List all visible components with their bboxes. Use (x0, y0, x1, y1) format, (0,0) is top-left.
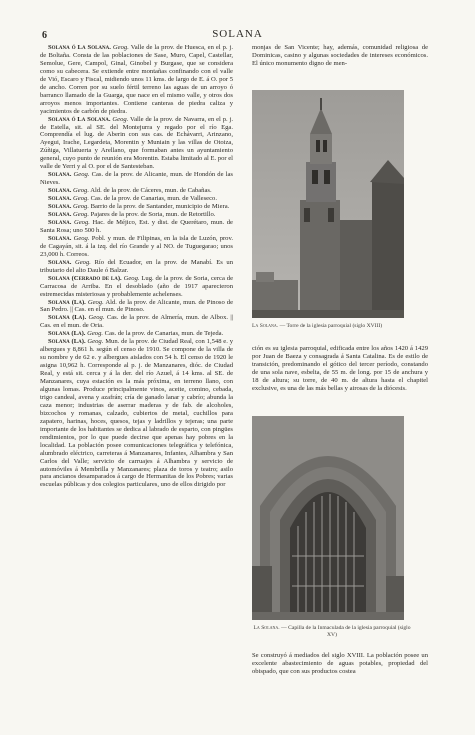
entry-category-tag: Geog. (87, 338, 104, 346)
closing-text: Se construyó á mediados del siglo XVIII. La población posee un excelente abastecimiento de aguas potables, propiedad del obispado, que con sus productos costea (252, 652, 428, 675)
left-column (40, 44, 233, 489)
dictionary-entry (40, 299, 233, 315)
entry-body: Ald. de la prov. de Alicante, mun. de Pinoso de San Pedro. || Cas. en el mun. de Pinoso. (40, 298, 233, 314)
entry-body: Ald. de la prov. de Cáceres, mun. de Cabañas. (90, 187, 212, 195)
entry-body: Cas. de la prov. de Canarias, mun. de Valleseco. (90, 195, 217, 203)
entry-headword: Solana. (48, 211, 72, 219)
dictionary-entry (40, 195, 233, 203)
entry-body: Río del Ecuador, en la prov. de Manabí. Es un tributario del alto Daule ó Balzar. (40, 258, 233, 274)
entry-category-tag: Geog. (73, 171, 90, 179)
entry-category-tag: Geog. (73, 218, 90, 226)
entry-headword: Solana (La). (48, 314, 87, 322)
entry-headword: Solana (La). (48, 338, 86, 346)
dictionary-entry (40, 235, 233, 259)
dictionary-entry (40, 203, 233, 211)
entry-headword: Solana (Cerrado de la). (48, 274, 122, 282)
dictionary-entry (40, 187, 233, 195)
entry-category-tag: Geog. (112, 44, 129, 51)
entry-headword: Solana (La). (48, 330, 86, 338)
entry-body: Cas. de la prov. de Alicante, mun. de Hondón de las Nieves. (40, 171, 233, 187)
gothic-portal-photo (252, 416, 404, 620)
entry-headword: Solana. (48, 195, 72, 203)
entry-category-tag: Geog. (87, 298, 104, 306)
dictionary-entry (40, 211, 233, 219)
entry-category-tag: Geog. (73, 234, 90, 242)
entry-headword: Solana ó La Solana. (48, 115, 111, 123)
entry-category-tag: Geog. (112, 115, 129, 123)
entry-category-tag: Geog. (73, 187, 89, 195)
church-description: ción es su iglesia parroquial, edificada entre los años 1420 á 1429 por Juan de Baeza y consagrada á Santa Catalina. Es de estilo de transición, predominando el gótico del tercer período, constando de una sola nave, esbelta, de 55 m. de long. por 15 de anchura y 18 de altura; su torre, de 40 m. de altura hasta el chapitel exclusive, es una de las más bellas y airosas de la diócesis. (252, 345, 428, 392)
entry-body: Pajares de la prov. de Soria, mun. de Retortillo. (90, 211, 216, 219)
entry-category-tag: Geog. (73, 203, 89, 211)
right-column-middle-text (252, 345, 428, 393)
entry-headword: Solana. (48, 234, 72, 242)
dictionary-entry (40, 171, 233, 187)
right-column-bottom-text (252, 652, 428, 676)
entry-body: Pobl. y mun. de Filipinas, en la isla de Luzón, prov. de Cagayán, sit. á la izq. del río Grande y al NO. de Tuguegarao; unos 23,000 h. Correos. (40, 234, 233, 258)
running-head: SOLANA (212, 28, 263, 40)
dictionary-entry (40, 259, 233, 275)
dictionary-entry (40, 314, 233, 330)
entry-headword: Solana. (48, 258, 72, 266)
entry-headword: Solana (La). (48, 298, 86, 306)
entry-category-tag: Geog. (73, 211, 89, 219)
photo-1-caption (252, 323, 412, 330)
dictionary-entry (40, 275, 233, 299)
entry-headword: Solana ó La Solana. (48, 44, 111, 51)
entry-body: Valle de la prov. de Navarra, en el p. j. de Estella, sit. al SE. del Montejurra y regado por el río Ega. Comprendía el lug. de Aberin con sus cas. de Echávarri, Arinzano, Ayegui, Irache, Legardeta, Morentin y Muniain y las villas de Otoiza, Zúñiga, Villatuerta y Arellano, que formaban antes un ayuntamiento general, cuyo punto de reunión era Morentin. Estaba limitado al E. por el valle de Yerri y al O. por el de Santesteban. (40, 115, 233, 171)
entry-headword: Solana. (48, 203, 72, 211)
right-column-top-text (252, 44, 428, 68)
caption-2-text: — Capilla de la Inmaculada de la iglesia parroquial (siglo XV) (281, 625, 411, 638)
entry-body: Hac. de Méjico, Est. y dist. de Querétaro, mun. de Santa Rosa; uno 500 h. (40, 218, 233, 234)
dictionary-entry (40, 338, 233, 489)
caption-1-name: La Solana. (252, 323, 279, 329)
photo-2-caption (252, 625, 412, 639)
entry-category-tag: Geog. (123, 274, 140, 282)
page-number: 6 (42, 30, 47, 41)
entry-body: Cas. de la prov. de Almería, mun. de Albox. || Cas. en el mun. de Oria. (40, 314, 234, 330)
church-tower-illustration (252, 90, 404, 318)
entry-category-tag: Geog. (88, 314, 105, 322)
gothic-portal-illustration (252, 416, 404, 620)
entry-headword: Solana. (48, 171, 72, 179)
church-tower-photo (252, 90, 404, 318)
entry-category-tag: Geog. (87, 330, 104, 338)
entry-body: Mun. de la prov. de Ciudad Real, con 1,548 e. y albergues y 8,861 h. según el censo de 1910. Se compone de la villa de su nombre y de 62 e. y albergues aislados con 54 h. El censo de 1920 le asigna 10,962 h. Corresponde al p. j. de Manzanares, dióc. de Ciudad Real, y está sit. cerca y á la der. del río Azuel, á 14 kms. al SE. de Manzanares, cuya estación es la más próxima, en terreno llano, con algunas lomas. Produce principalmente vinos, aceite, comino, cebada, trigo candeal, avena y azafrán; cría de ganado lanar y cabrío; abunda la caza menor; industrias de aserrar maderas y de fab. de alcoholes, bizcochos y romanas, calzado, cubiertos de metal, cuchillos para zapatero, harinas, hoces, quesos, tejas y ladrillos y tejeras; una parte importante de los habitantes se dedica al labrado de esparto, con pingües rendimientos, por lo que puede decirse que apenas hay pobres en la localidad. La población posee comunicaciones telegráfica y telefónica, alumbrado eléctrico, carreteras á Manzanares, Infantes, Alhambra y San Carlos del Valle; servicio de carruajes á Alhambra y servicio de automóviles á Membrilla y Manzanares; plaza de toros y teatro; asilo para ancianos desamparados á cargo de Hermanitas de los Pobres; varias escuelas públicas y dos colegios particulares, uno de ellos dirigido por (40, 338, 234, 489)
dictionary-entry (40, 330, 233, 338)
entry-category-tag: Geog. (73, 195, 89, 203)
entry-headword: Solana. (48, 187, 72, 195)
entry-headword: Solana. (48, 218, 72, 226)
entry-body: Valle de la prov. de Huesca, en el p. j. de Boltaña. Consta de las poblaciones de Sase, Muro, Capel, Castellar, Semolue, Gere, Campol, Ginal, Ginobel y Burgase, que se considera como su cabecera. Se extiende entre montañas confinando con el valle de Vió, Escaro y Fiscal, midiendo unos 11 kms. de largo de E. á O. por 5 de ancho. Corren por su suelo fértil terreno las aguas de un arroyo ó barranco llamado de la Guarga, que nace en el mismo valle, y otros dos arroyos menos importantes. Contiene canteras de piedra caliza y yacimientos de carbón de piedra. (40, 44, 233, 115)
dictionary-entry (40, 44, 233, 116)
entry-body: Barrio de la prov. de Santander, municipio de Miera. (90, 203, 230, 211)
caption-2-name: La Solana. (253, 625, 280, 631)
entry-body: Cas. de la prov. de Canarias, mun. de Tejeda. (104, 330, 224, 338)
dictionary-entry (40, 219, 233, 235)
caption-1-text: — Torre de la iglesia parroquial (siglo XVIII) (279, 323, 383, 329)
continuation-text: monjas de San Vicente; hay, además, comunidad religiosa de Dominicas, casino y algunas sociedades de intereses económicos. El único monumento digno de men- (252, 44, 428, 67)
dictionary-entry (40, 116, 233, 172)
entry-body: Lug. de la prov. de Soria, cerca de Carracosa de Arriba. En el desoblado (año de 1917 aparecieron estremecidas misteriosas y probablemente achelenses. (40, 274, 233, 298)
entry-category-tag: Geog. (74, 258, 91, 266)
